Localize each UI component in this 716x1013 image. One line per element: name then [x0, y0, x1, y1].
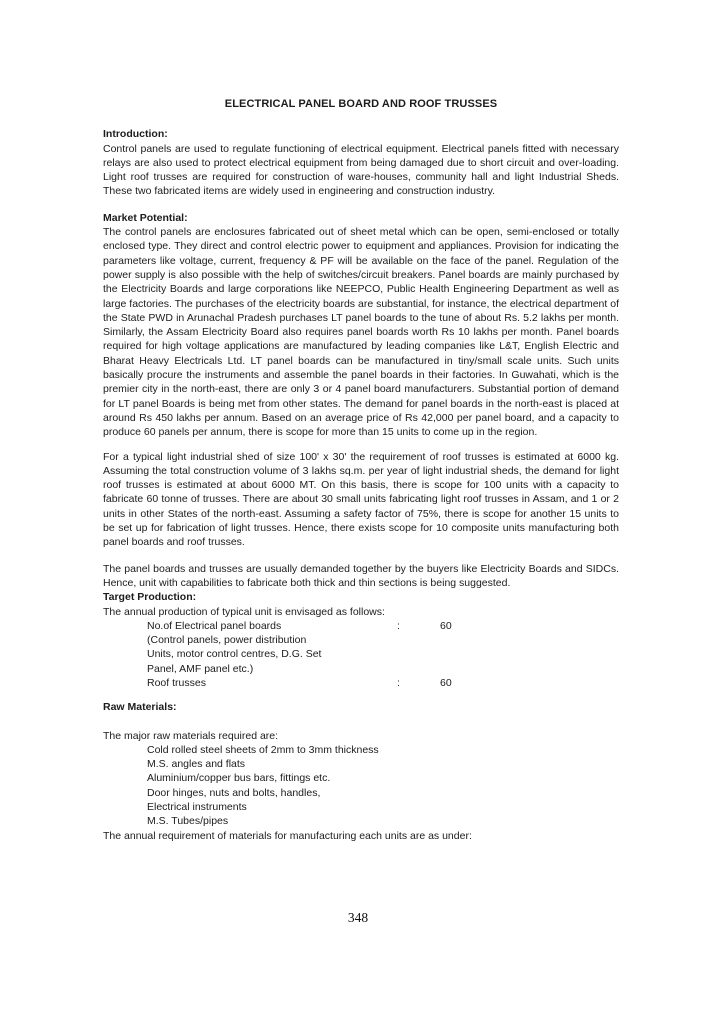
target-production-row-separator: :	[397, 676, 400, 689]
target-production-row-label: Panel, AMF panel etc.)	[147, 662, 254, 675]
raw-material-item: M.S. Tubes/pipes	[147, 815, 229, 828]
target-production-row-separator	[397, 647, 440, 661]
section-target-production	[103, 590, 619, 690]
market-potential-paragraph-3: The panel boards and trusses are usually demanded together by the buyers like Electricity Boards and SIDCs. Hence, unit with capabilities to fabricate both thick and thin sections is being suggested.	[103, 562, 619, 589]
target-production-row	[103, 633, 619, 647]
raw-material-item: Aluminium/copper bus bars, fittings etc.	[147, 772, 331, 785]
raw-material-item: M.S. angles and flats	[147, 758, 246, 771]
raw-materials-intro-line: The major raw materials required are:	[103, 729, 279, 742]
target-production-row	[103, 662, 619, 676]
page-number: 348	[347, 910, 369, 925]
page-title: ELECTRICAL PANEL BOARD AND ROOF TRUSSES	[224, 98, 498, 110]
raw-material-item: Door hinges, nuts and bolts, handles,	[147, 786, 321, 799]
target-production-intro-line: The annual production of typical unit is envisaged as follows:	[103, 605, 385, 618]
target-production-row-label: Roof trusses	[147, 676, 206, 689]
target-production-row	[103, 619, 619, 633]
target-production-row-value: 60	[440, 676, 452, 689]
market-potential-paragraph-1: The control panels are enclosures fabricated out of sheet metal which can be open, semi-enclosed or totally enclosed type. They direct and control electric power to equipment and appliances. Provision for indicating the parameters like voltage, current, frequency & PF will be available on the face of the panel. Regulation of the power supply is also possible with the help of switches/circuit breakers. Panel boards are mainly purchased by the Electricity Boards and large corporations like NEEPCO, Public Health Engineering Department as well as large factories. The purchases of the electricity boards are substantial, for instance, the electrical department of the State PWD in Arunachal Pradesh purchases LT panel boards to the tune of about Rs. 5.2 lakhs per month. Similarly, the Assam Electricity Board also requires panel boards worth Rs 10 lakhs per month. Panel boards required for high voltage applications are manufactured by leading companies like L&T, English Electric and Bharat Heavy Electricals Ltd. LT panel boards can be manufactured in tiny/small scale units. Such units basically procure the instruments and assemble the panel boards in their factories. In Guwahati, which is the premier city in the north-east, there are only 3 or 4 panel board manufacturers. Substantial portion of demand for LT panel Boards is being met from other states. The demand for panel boards in the north-east is placed at around Rs 450 lakhs per annum. Based on an average price of Rs 42,000 per panel board, and a capacity to produce 60 panels per annum, there is scope for more than 15 units to come up in the region.	[103, 226, 619, 439]
target-production-row-value: 60	[440, 619, 452, 632]
section-raw-materials	[103, 700, 619, 843]
raw-materials-closing-line: The annual requirement of materials for manufacturing each units are as under:	[103, 829, 472, 842]
section-market-potential	[103, 211, 619, 590]
target-production-row-label: Units, motor control centres, D.G. Set	[147, 648, 322, 661]
target-production-row	[103, 676, 619, 690]
market-potential-heading: Market Potential:	[103, 211, 188, 224]
target-production-row-separator	[397, 662, 440, 676]
target-production-heading: Target Production:	[103, 591, 197, 604]
raw-material-item: Cold rolled steel sheets of 2mm to 3mm thickness	[147, 743, 379, 756]
target-production-row-separator	[397, 633, 440, 647]
target-production-row	[103, 647, 619, 661]
introduction-paragraph: Control panels are used to regulate functioning of electrical equipment. Electrical panels fitted with necessary relays are also used to protect electrical equipment from being damaged due to short circuit and over-loading. Light roof trusses are required for construction of ware-houses, community hall and light Industrial Sheds. These two fabricated items are widely used in engineering and construction industry.	[103, 142, 619, 198]
raw-materials-heading: Raw Materials:	[103, 701, 177, 714]
introduction-heading: Introduction:	[103, 128, 168, 141]
target-production-row-label: (Control panels, power distribution	[147, 634, 307, 647]
target-production-row-value	[440, 647, 619, 661]
target-production-row-label: No.of Electrical panel boards	[147, 619, 282, 632]
target-production-row-value	[440, 633, 619, 647]
target-production-row-value	[440, 662, 619, 676]
target-production-row-separator: :	[397, 619, 400, 632]
raw-material-item: Electrical instruments	[147, 801, 247, 814]
market-potential-paragraph-2: For a typical light industrial shed of size 100' x 30' the requirement of roof trusses is estimated at 6000 kg. Assuming the total construction volume of 3 lakhs sq.m. per year of light industrial sheds, the demand for light roof trusses is estimated at about 6000 MT. On this basis, there is scope for 100 units with a capacity to fabricate 60 tonne of trusses. There are about 30 small units fabricating light roof trusses in Assam, and 1 or 2 units in other States of the north-east. Assuming a safety factor of 75%, there is scope for another 15 units to be set up for fabrication of light trusses. Hence, there exists scope for 10 composite units manufacturing both panel boards and roof trusses.	[103, 450, 619, 549]
section-introduction	[103, 127, 619, 198]
document-content	[103, 97, 619, 843]
